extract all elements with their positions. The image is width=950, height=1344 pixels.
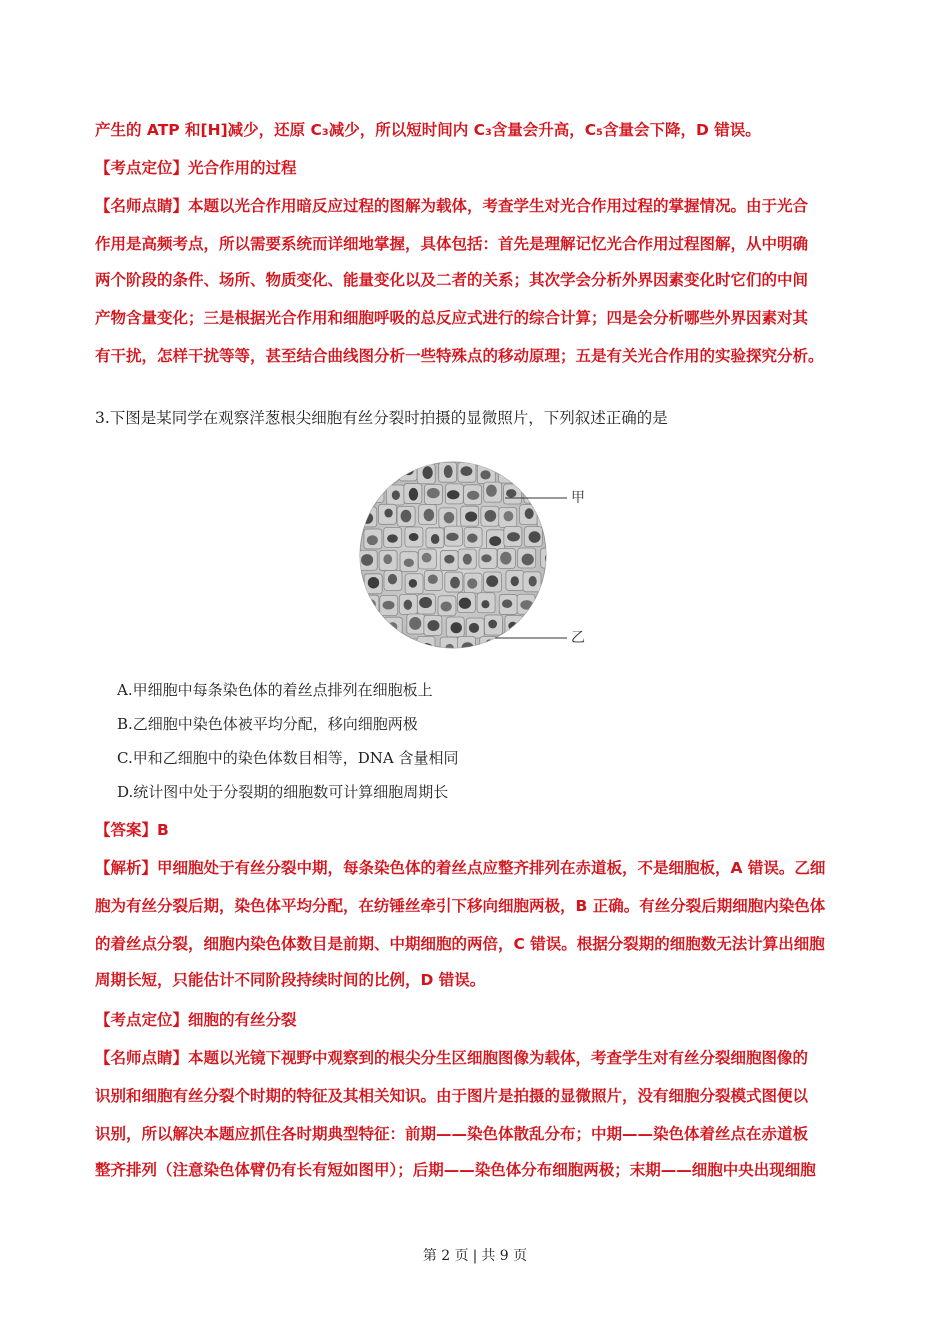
cell-wall	[361, 595, 379, 615]
cell-nucleus	[427, 620, 439, 631]
cell-nucleus	[360, 641, 371, 652]
cell-nucleus	[502, 599, 512, 607]
cell-wall	[417, 636, 435, 656]
q2-mingshi-line-5: 有干扰，怎样干扰等等，甚至结合曲线图分析一些特殊点的移动原理；五是有关光合作用的实验探究分析。	[95, 347, 824, 365]
kaodian-tag: 【考点定位】	[95, 1011, 189, 1029]
cell-nucleus	[409, 488, 418, 501]
answer-tag: 【答案】	[95, 821, 158, 839]
q3-stem: 3.下图是某同学在观察洋葱根尖细胞有丝分裂时拍摄的显微照片，下列叙述正确的是	[95, 409, 668, 427]
cell-nucleus	[444, 512, 454, 524]
cell-nucleus	[480, 470, 490, 479]
cell-wall	[401, 639, 419, 659]
cell-nucleus	[544, 467, 554, 476]
cell-wall	[358, 638, 376, 658]
cell-nucleus	[522, 554, 534, 566]
cell-nucleus	[383, 466, 395, 477]
q2-mingshi-line-1: 【名师点睛】本题以光合作用暗反应过程的图解为载体，考查学生对光合作用过程的掌握情况。由于光合	[95, 197, 809, 215]
q2-kaodian	[95, 158, 875, 178]
label-yi: 乙	[571, 630, 585, 646]
cell-nucleus	[450, 577, 460, 589]
q3-mingshi-line-2: 识别和细胞有丝分裂个时期的特征及其相关知识。由于图片是拍摄的显微照片，没有细胞分裂模式图便以	[95, 1087, 809, 1105]
kaodian-text: 光合作用的过程	[188, 159, 297, 177]
cell-nucleus	[446, 533, 458, 541]
page-footer	[0, 1245, 950, 1265]
cell-wall	[380, 639, 398, 659]
cell-nucleus	[551, 620, 560, 633]
cell-nucleus	[467, 491, 479, 500]
cell-wall	[519, 638, 537, 658]
cell-wall	[537, 508, 555, 528]
cell-wall	[359, 462, 377, 482]
cell-nucleus	[409, 579, 417, 588]
cell-nucleus	[507, 532, 520, 541]
cell-nucleus	[401, 510, 412, 523]
cell-nucleus	[488, 620, 497, 629]
cell-nucleus	[520, 600, 533, 610]
cell-wall	[547, 616, 565, 636]
cell-nucleus	[511, 576, 519, 586]
cell-nucleus	[549, 533, 560, 543]
cell-nucleus	[427, 488, 440, 498]
cell-nucleus	[368, 487, 380, 500]
cell-nucleus	[520, 467, 533, 477]
cell-nucleus	[528, 621, 536, 632]
cell-nucleus	[481, 554, 491, 562]
cell-nucleus	[529, 488, 538, 496]
q2-mingshi-line-2: 作用是高频考点，所以需要系统而详细地掌握，具体包括：首先是理解记忆光合作用过程图解，从中明确	[95, 235, 809, 253]
cell-nucleus	[460, 466, 472, 476]
cell-nucleus	[524, 643, 533, 652]
q2-mingshi-line-4: 产物含量变化；三是根据光合作用和细胞呼吸的总反应式进行的综合计算；四是会分析哪些外界因素对其	[95, 309, 809, 327]
cell-nucleus	[388, 574, 397, 584]
cell-nucleus	[385, 643, 396, 654]
cell-nucleus	[444, 555, 454, 564]
cell-nucleus	[441, 601, 452, 611]
page-number: 第 2 页	[422, 1248, 469, 1264]
cell-nucleus	[549, 574, 561, 586]
cell-nucleus	[431, 534, 440, 544]
cell-wall	[545, 527, 563, 547]
cell-wall	[384, 617, 402, 637]
cell-nucleus	[469, 623, 479, 633]
cell-nucleus	[489, 536, 501, 546]
cell-nucleus	[451, 622, 462, 633]
cell-nucleus	[422, 553, 432, 563]
cell-nucleus	[383, 601, 395, 610]
cell-nucleus	[424, 509, 434, 522]
cell-nucleus	[463, 554, 472, 565]
cell-nucleus	[447, 490, 459, 499]
q3-answer	[95, 820, 875, 840]
q3-kaodian	[95, 1010, 875, 1030]
q3-mingshi-line-1: 【名师点睛】本题以光镜下视野中观察到的根尖分生区细胞图像为载体，考查学生对有丝分裂细胞图像的	[95, 1049, 809, 1067]
cell-wall	[541, 548, 559, 568]
cell-nucleus	[541, 512, 551, 521]
cell-nucleus	[403, 465, 414, 475]
cell-nucleus	[361, 554, 373, 566]
cell-wall	[497, 637, 515, 657]
cell-grid	[358, 461, 565, 659]
kaodian-text: 细胞的有丝分裂	[188, 1011, 297, 1029]
cell-wall	[517, 462, 535, 482]
cell-nucleus	[366, 599, 376, 609]
cell-nucleus	[368, 577, 379, 589]
q3-jiexi-line-1: 【解析】甲细胞处于有丝分裂中期，每条染色体的着丝点应整齐排列在赤道板，不是细胞板，A 错误。乙细	[95, 859, 826, 877]
footer-separator: |	[472, 1248, 478, 1264]
cell-nucleus	[484, 510, 496, 522]
cell-wall	[499, 463, 517, 483]
q3-mingshi-line-3: 识别，所以解决本题应抓住各时期典型特征：前期——染色体散乱分布；中期——染色体着丝点在赤道板	[95, 1125, 809, 1143]
cell-nucleus	[404, 644, 416, 656]
cell-nucleus	[384, 509, 392, 518]
q3-option-a: A.甲细胞中每条染色体的着丝点排列在细胞板上	[117, 681, 433, 699]
mingshi-tag: 【名师点睛】	[95, 1049, 189, 1067]
q2-mingshi-line-3: 两个阶段的条件、场所、物质变化、能量变化以及二者的关系；其次学会分析外界因素变化时它们的中间	[95, 271, 809, 289]
cell-nucleus	[504, 467, 513, 477]
cell-nucleus	[387, 534, 398, 542]
cell-nucleus	[467, 578, 477, 588]
cell-nucleus	[383, 554, 392, 564]
cell-nucleus	[422, 466, 432, 479]
cell-wall	[543, 484, 561, 504]
cell-nucleus	[392, 490, 400, 500]
cell-nucleus	[542, 643, 550, 652]
mingshi-tag: 【名师点睛】	[95, 197, 189, 215]
cell-nucleus	[481, 600, 489, 608]
cell-nucleus	[404, 600, 412, 610]
cell-nucleus	[444, 465, 453, 478]
cell-wall	[366, 483, 384, 503]
kaodian-tag: 【考点定位】	[95, 159, 189, 177]
cell-nucleus	[371, 624, 380, 633]
answer-value: B	[157, 821, 169, 839]
cell-nucleus	[525, 508, 534, 519]
q3-option-b: B.乙细胞中染色体被平均分配，移向细胞两极	[117, 715, 418, 733]
cell-wall	[524, 483, 542, 503]
q3-jiexi-line-4: 周期长短，只能估计不同阶段持续时间的比例，D 错误。	[95, 971, 486, 989]
cell-nucleus	[546, 490, 556, 498]
cell-nucleus	[404, 559, 414, 567]
cell-wall	[399, 461, 417, 481]
cell-nucleus	[409, 533, 419, 541]
cell-wall	[545, 570, 563, 590]
cell-nucleus	[506, 489, 516, 497]
cell-wall	[480, 636, 498, 656]
cell-nucleus	[409, 617, 421, 630]
cell-nucleus	[467, 534, 477, 543]
cell-nucleus	[486, 575, 498, 586]
q3-jiexi-line-2: 胞为有丝分裂后期，染色体平均分配，在纺锤丝牵引下移向细胞两极，B 正确。有丝分裂后期细胞内染色体	[95, 897, 826, 915]
cell-wall	[381, 462, 399, 482]
jiexi-tag: 【解析】	[95, 859, 158, 877]
cell-wall	[523, 616, 541, 636]
cell-nucleus	[529, 531, 541, 543]
cell-nucleus	[362, 466, 372, 477]
cell-nucleus	[502, 641, 512, 651]
cell-nucleus	[419, 597, 432, 608]
cell-nucleus	[485, 639, 494, 651]
cell-nucleus	[504, 511, 514, 521]
cell-wall	[540, 595, 558, 615]
q3-jiexi-line-3: 的着丝点分裂，细胞内染色体数目是前期、中期细胞的两倍，C 错误。根据分裂期的细胞数无法计算出细胞	[95, 935, 825, 953]
cell-nucleus	[428, 574, 438, 584]
cell-wall	[539, 462, 557, 482]
cell-nucleus	[462, 642, 474, 652]
label-jia: 甲	[571, 490, 585, 506]
cell-nucleus	[529, 576, 537, 586]
cell-nucleus	[500, 552, 511, 565]
cell-wall	[538, 638, 556, 658]
cell-nucleus	[367, 535, 378, 545]
cell-nucleus	[542, 598, 552, 609]
cell-nucleus	[459, 598, 471, 609]
cell-wall	[365, 617, 383, 637]
q3-option-c: C.甲和乙细胞中的染色体数目相等，DNA 含量相同	[117, 749, 459, 767]
q3-mingshi-line-4: 整齐排列（注意染色体臂仍有长有短如图甲）；后期——染色体分布细胞两极；末期——细胞中央出现细胞	[95, 1161, 816, 1179]
cell-nucleus	[486, 485, 497, 497]
q3-option-d: D.统计图中处于分裂期的细胞数可计算细胞周期长	[117, 783, 449, 801]
q2-answer-continuation: 产生的 ATP 和[H]减少，还原 C₃减少，所以短时间内 C₃含量会升高，C₅含量会下降，D 错误。	[95, 121, 761, 139]
total-pages: 共 9 页	[481, 1248, 528, 1264]
micrograph-figure	[345, 450, 595, 660]
cell-nucleus	[465, 511, 477, 521]
